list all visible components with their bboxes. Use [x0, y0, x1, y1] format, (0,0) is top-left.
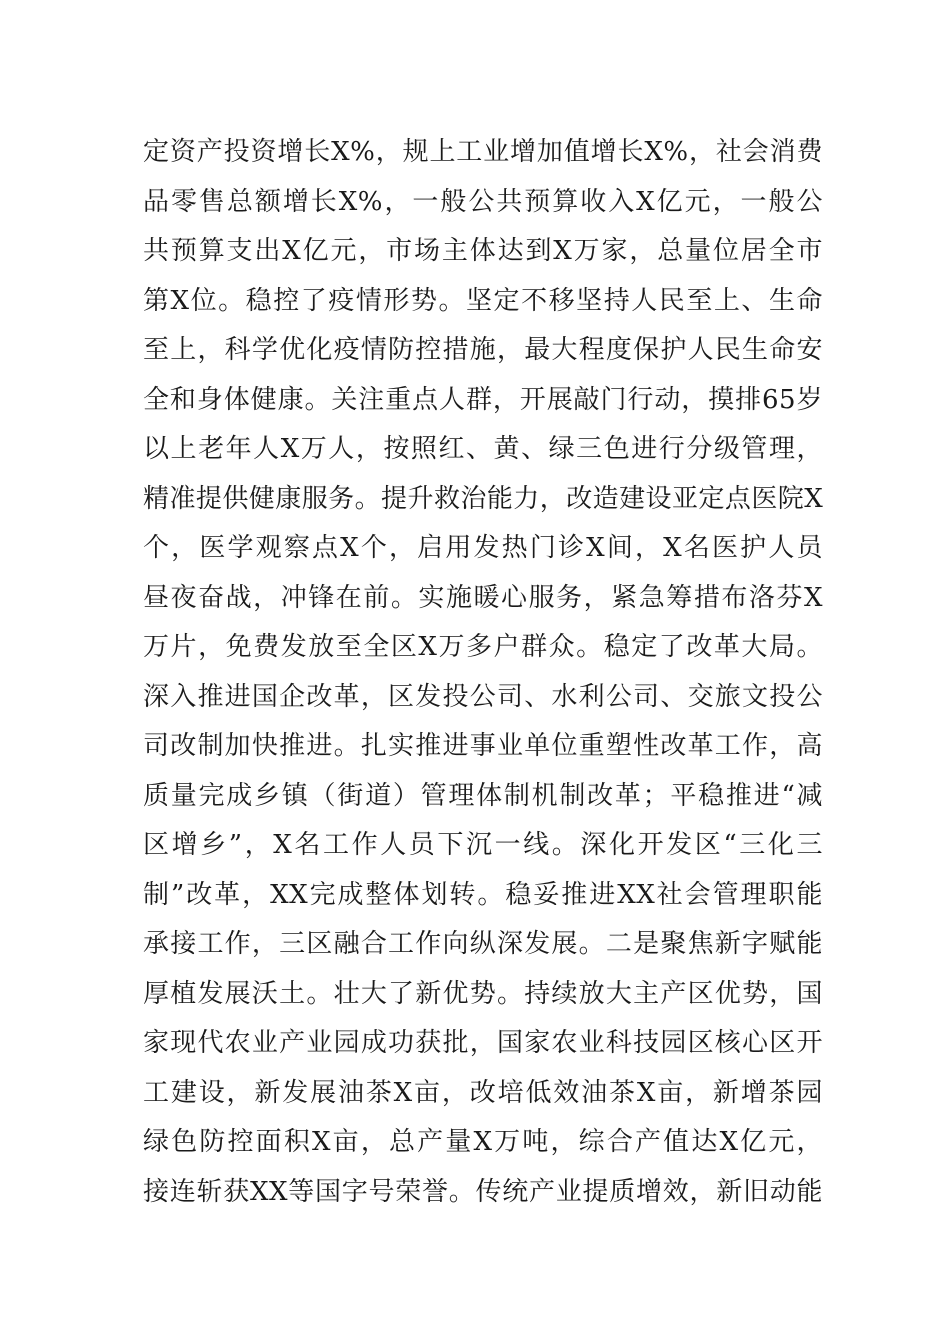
text-line: 制”改革，XX完成整体划转。稳妥推进XX社会管理职能 — [143, 879, 823, 910]
text-line: 全和身体健康。关注重点人群，开展敲门行动，摸排65岁 — [143, 384, 823, 415]
text-line: 工建设，新发展油茶X亩，改培低效油茶X亩，新增茶园 — [143, 1077, 823, 1108]
text-line: 共预算支出X亿元，市场主体达到X万家，总量位居全市 — [143, 236, 823, 266]
text-line: 接连斩获XX等国字号荣誉。传统产业提质增效，新旧动能 — [143, 1176, 823, 1207]
text-line: 昼夜奋战，冲锋在前。实施暖心服务，紧急筹措布洛芬X — [143, 582, 823, 613]
text-line: 深入推进国企改革，区发投公司、水利公司、交旅文投公 — [143, 681, 823, 712]
text-line: 个，医学观察点X个，启用发热门诊X间，X名医护人员 — [143, 533, 823, 563]
text-line: 定资产投资增长X%，规上工业增加值增长X%，社会消费 — [143, 137, 823, 167]
text-line: 厚植发展沃土。壮大了新优势。持续放大主产区优势，国 — [143, 978, 823, 1009]
text-line: 司改制加快推进。扎实推进事业单位重塑性改革工作，高 — [143, 731, 823, 761]
text-line: 家现代农业产业园成功获批，国家农业科技园区核心区开 — [143, 1028, 823, 1058]
text-line: 承接工作，三区融合工作向纵深发展。二是聚焦新字赋能 — [143, 929, 823, 959]
text-line: 质量完成乡镇（街道）管理体制机制改革；平稳推进“减 — [143, 780, 823, 811]
text-line: 精准提供健康服务。提升救治能力，改造建设亚定点医院X — [143, 483, 823, 514]
text-line: 以上老年人X万人，按照红、黄、绿三色进行分级管理， — [143, 434, 823, 464]
text-line: 万片，免费发放至全区X万多户群众。稳定了改革大局。 — [143, 632, 823, 662]
text-line: 绿色防控面积X亩，总产量X万吨，综合产值达X亿元， — [143, 1127, 823, 1157]
text-line: 区增乡”，X名工作人员下沉一线。深化开发区“三化三 — [143, 830, 823, 860]
text-line: 品零售总额增长X%，一般公共预算收入X亿元，一般公 — [143, 186, 823, 217]
text-line: 第X位。稳控了疫情形势。坚定不移坚持人民至上、生命 — [143, 285, 823, 316]
body-paragraph — [143, 128, 823, 1217]
text-line: 至上，科学优化疫情防控措施，最大程度保护人民生命安 — [143, 335, 823, 365]
